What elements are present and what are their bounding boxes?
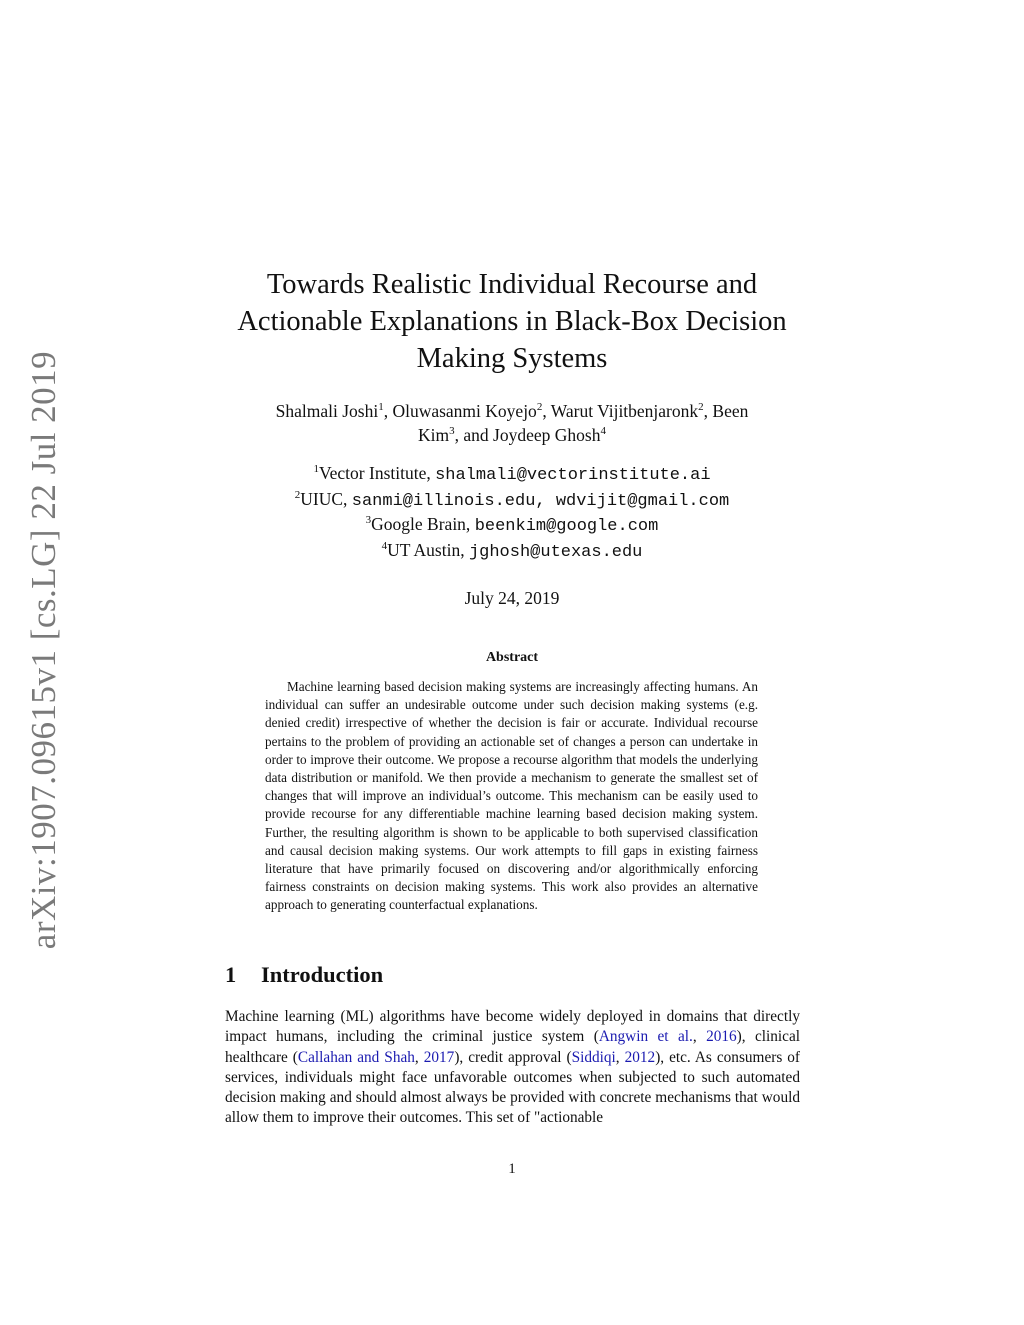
affiliation [212,513,812,539]
body-text: Machine learning (ML) algorithms have become widely deployed in domains that directly impact humans, including the criminal justice system ( [225,1008,800,1046]
affiliation-marker: 4 [381,539,388,552]
author-name: , Warut Vijitbenjaronk [542,401,699,421]
page-number: 1 [508,1161,516,1177]
author-name: , Oluwasanmi Koyejo [383,401,537,421]
body-text: ), credit approval ( [454,1048,572,1066]
affiliation [212,488,812,514]
affiliation-marker: 1 [313,463,319,476]
author-list [212,399,812,447]
intro-paragraph [225,1007,800,1129]
citation-link[interactable]: Callahan and Shah [297,1048,415,1066]
affiliation-name: Vector Institute, [318,463,436,483]
author-name: Kim [418,425,450,445]
paper-title [212,266,812,377]
affiliation-marker: 2 [294,488,301,501]
author-email: sanmi@illinois.edu, wdvijit@gmail.com [351,491,730,511]
citation-link[interactable]: Siddiqi [571,1048,616,1066]
affiliation-name: UT Austin, [387,539,469,560]
affiliation-name: UIUC, [300,488,352,509]
section-title: Introduction [261,962,384,987]
affiliation-marker: 4 [600,425,606,438]
section-number: 1 [225,962,237,987]
title-line: Towards Realistic Individual Recourse and [266,269,758,300]
affiliation [212,462,812,488]
author-line [212,423,812,447]
abstract-heading: Abstract [485,650,539,665]
arxiv-identifier: arXiv:1907.09615v1 [cs.LG] 22 Jul 2019 [24,350,63,950]
author-line [212,399,812,423]
citation-year-link[interactable]: 2017 [423,1048,455,1066]
author-name: Shalmali Joshi [275,401,379,421]
author-email: shalmali@vectorinstitute.ai [435,466,711,485]
body-text: , [414,1048,424,1066]
paper-date: July 24, 2019 [464,588,560,608]
abstract-text: Machine learning based decision making systems are increasingly affecting humans. An individual can suffer an undesirable outcome under such decision making systems (e.g. denied credit) irrespective of whether the decision is fair or accurate. Individual recourse pertains to the problem of providing an actionable set of changes a person can undertake in order to improve their outcome. We propose a recourse algorithm that models the underlying data distribution or manifold. We then provide a mechanism to generate the smallest set of changes that will improve an individual’s outcome. This mechanism can be easily used to provide recourse for any differentiable machine learning based decision making system. Further, the resulting algorithm is shown to be applicable to both supervised classification and causal decision making systems. Our work attempts to fill gaps in existing fairness literature that have primarily focused on discovering and/or algorithmically enforcing fairness constraints on decision making systems. This work also provides an alternative approach to generating counterfactual explanations. [265,679,758,913]
affiliation-marker: 1 [378,401,384,414]
affiliation-marker: 3 [365,514,372,527]
citation-link[interactable]: Angwin et al. [598,1028,693,1046]
affiliation-marker: 2 [698,401,704,414]
author-name: , and Joydeep Ghosh [454,425,601,445]
body-text: ), clinical healthcare ( [225,1028,800,1066]
author-email: jghosh@utexas.edu [468,542,643,562]
affiliation-marker: 2 [536,401,543,414]
body-text: , [615,1048,625,1066]
author-email: beenkim@google.com [474,517,659,536]
section-heading [225,962,383,988]
title-line: Making Systems [416,343,608,374]
affiliation-list [212,462,812,564]
affiliation-marker: 3 [449,425,455,438]
author-name: , Been [703,401,749,421]
body-text: , [692,1028,707,1046]
affiliation [212,539,812,565]
affiliation-name: Google Brain, [371,514,475,534]
citation-year-link[interactable]: 2012 [624,1048,656,1066]
title-line: Actionable Explanations in Black-Box Decision [237,306,787,337]
body-text: ), etc. As consumers of services, individuals might face unfavorable outcomes when subjected to such automated decision making and should almost always be provided with concrete mechanisms that would allow them to improve their outcomes. This set of "actionable [225,1048,800,1127]
citation-year-link[interactable]: 2016 [706,1028,737,1046]
